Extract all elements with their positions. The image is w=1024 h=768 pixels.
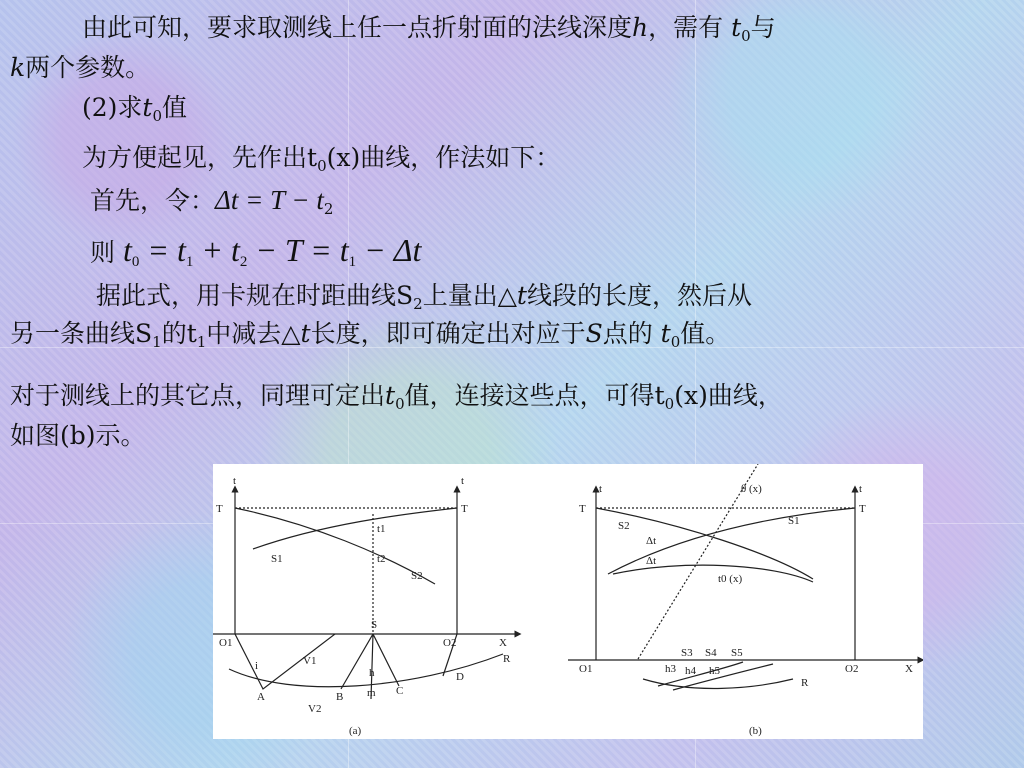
fig-b-label-S4: S4 xyxy=(705,647,717,659)
fig-a-label-T2: T xyxy=(461,503,468,515)
fig-a-label-S2: S2 xyxy=(411,570,423,582)
fig-b-label-T1: T xyxy=(579,503,586,515)
fig-b-caption: (b) xyxy=(749,725,762,737)
fig-a-curve-S2 xyxy=(235,508,435,584)
fig-a-label-t1: t xyxy=(233,475,237,487)
fig-a-caption: (a) xyxy=(349,725,362,737)
section-heading: (2)求$t_0$值 xyxy=(82,93,188,125)
para3: 首先，令：$\Delta t = T - t_2$ xyxy=(90,185,334,218)
fig-a-label-R: R xyxy=(503,653,511,665)
fig-a-label-tt2: t2 xyxy=(377,553,386,565)
fig-b-label-X: X xyxy=(905,663,913,675)
fig-a-label-S1: S1 xyxy=(271,553,283,565)
fig-b-label-S5: S5 xyxy=(731,647,743,659)
fig-a-label-S: S xyxy=(371,619,378,631)
fig-b-label-T2: T xyxy=(859,503,866,515)
fig-a-label-O1: O1 xyxy=(219,637,233,649)
fig-a-label-A: A xyxy=(257,691,265,703)
fig-b-label-theta: θ (x) xyxy=(741,483,762,495)
fig-b-label-O1: O1 xyxy=(579,663,593,675)
fig-a-label-X: X xyxy=(499,637,507,649)
fig-a-label-D: D xyxy=(456,671,464,683)
fig-b-label-dt2: Δt xyxy=(646,555,657,567)
fig-a-curve-S1 xyxy=(253,508,457,549)
fig-a-label-T1: T xyxy=(216,503,223,515)
fig-b-label-t2: t xyxy=(859,483,863,495)
para1-line2: k两个参数。 xyxy=(10,53,151,82)
fig-b-label-h3: h3 xyxy=(665,663,676,675)
para2: 为方便起见，先作出$t_0(x)$曲线，作法如下： xyxy=(82,143,561,175)
fig-a-label-h: h xyxy=(369,667,375,679)
fig-a-label-C: C xyxy=(396,685,404,697)
para5-line2: 另一条曲线$S_1$的$t_1$中减去△t长度，即可确定出对应于S点的 $t_0$值。 xyxy=(10,319,731,351)
fig-a-label-t2: t xyxy=(461,475,465,487)
figure-svg xyxy=(213,464,923,739)
fig-a-label-V1: V1 xyxy=(303,655,317,667)
fig-a-label-tt1: t1 xyxy=(377,523,386,535)
para6-line1: 对于测线上的其它点，同理可定出$t_0$值，连接这些点，可得$t_0(x)$曲线， xyxy=(10,381,783,413)
para1-line1: 由此可知，要求取测线上任一点折射面的法线深度h，需有 $t_0$与 xyxy=(82,13,776,45)
fig-a-label-B: B xyxy=(336,691,344,703)
fig-a-ray-O1 xyxy=(235,634,335,689)
fig-b-label-t0x: t0 (x) xyxy=(718,573,743,585)
fig-b-label-S2: S2 xyxy=(618,520,630,532)
para5-line1: 据此式，用卡规在时距曲线$S_2$上量出△t线段的长度，然后从 xyxy=(96,281,752,313)
fig-b-label-O2: O2 xyxy=(845,663,859,675)
fig-a-label-V2: V2 xyxy=(308,703,322,715)
fig-a-label-m: m xyxy=(367,687,376,699)
formula-t0: 则 $t_0 = t_1 + t_2 - T = t_1 - \Delta t$ xyxy=(90,232,422,270)
fig-b-label-h5: h5 xyxy=(709,665,720,677)
fig-b-curve-t0 xyxy=(613,565,813,582)
figure-panel xyxy=(213,464,923,739)
fig-a-label-i: i xyxy=(255,660,259,672)
fig-b-label-t1: t xyxy=(599,483,603,495)
fig-a-label-O2: O2 xyxy=(443,637,457,649)
fig-b-label-h4: h4 xyxy=(685,665,696,677)
para6-line2: 如图(b)示。 xyxy=(10,421,146,450)
fig-b-label-R: R xyxy=(801,677,809,689)
fig-b-label-S3: S3 xyxy=(681,647,693,659)
fig-b-label-S1: S1 xyxy=(788,515,800,527)
fig-b-label-dt1: Δt xyxy=(646,535,657,547)
